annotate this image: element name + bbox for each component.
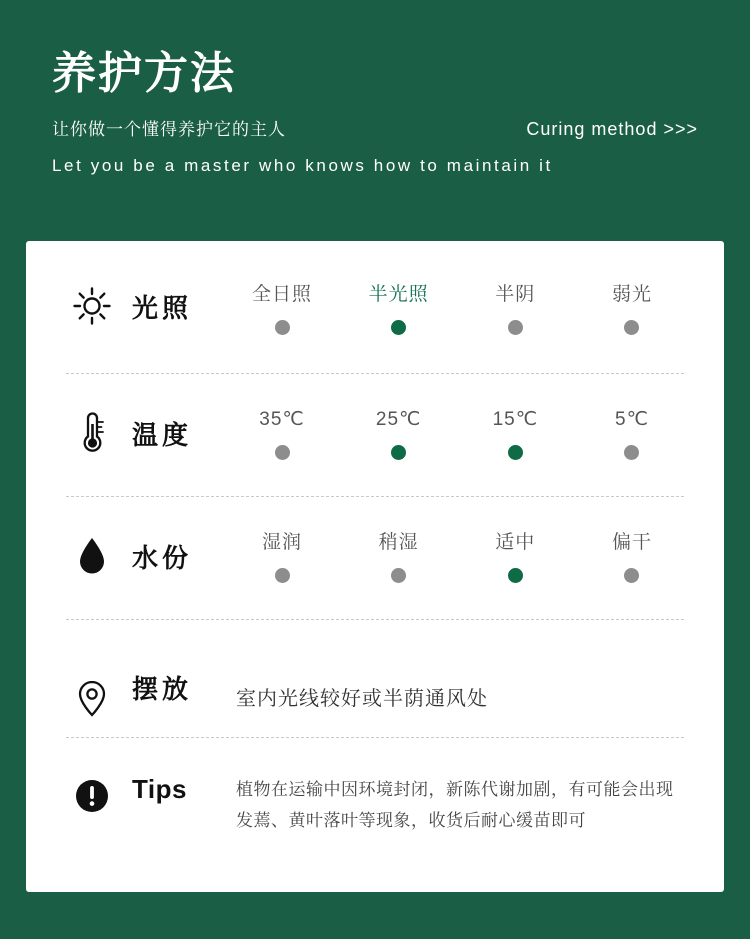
option-water-0-label: 湿润	[261, 532, 302, 553]
option-light-0-dot	[275, 320, 290, 335]
option-light-3-dot	[624, 320, 639, 335]
water-drop-icon	[66, 533, 118, 579]
care-row-placement-title: 摆放	[132, 673, 193, 704]
page-header	[0, 0, 750, 176]
option-temperature-3-label: 5℃	[615, 409, 649, 430]
option-temperature-3[interactable]	[586, 410, 678, 460]
option-light-2-label: 半阴	[495, 284, 536, 305]
care-row-light-title: 光照	[132, 292, 193, 323]
care-row-water-label	[66, 533, 236, 579]
option-temperature-0-dot	[275, 445, 290, 460]
care-row-tips-label	[66, 774, 236, 818]
care-card	[26, 241, 724, 892]
option-temperature-0-label: 35℃	[259, 409, 305, 430]
care-row-temperature-label	[66, 410, 236, 456]
care-row-placement-text: 室内光线较好或半荫通风处	[236, 687, 488, 710]
sun-icon	[66, 285, 118, 327]
option-light-3-label: 弱光	[611, 284, 652, 305]
option-light-2-dot	[508, 320, 523, 335]
care-row-light	[66, 241, 684, 374]
care-row-water	[66, 497, 684, 620]
option-water-2-dot	[508, 568, 523, 583]
option-light-0[interactable]	[236, 285, 328, 335]
option-temperature-1[interactable]	[353, 410, 445, 460]
option-water-3-label: 偏干	[611, 532, 652, 553]
option-water-1[interactable]	[353, 533, 445, 583]
option-temperature-1-dot	[391, 445, 406, 460]
option-water-2-label: 适中	[495, 532, 536, 553]
care-row-tips-text: 植物在运输中因环境封闭，新陈代谢加剧，有可能会出现发蔫、黄叶落叶等现象，收货后耐心缓苗即可	[236, 780, 674, 831]
option-light-1-dot	[391, 320, 406, 335]
header-subtitle-row	[52, 115, 698, 140]
exclamation-icon	[66, 774, 118, 818]
option-temperature-3-dot	[624, 445, 639, 460]
option-temperature-0[interactable]	[236, 410, 328, 460]
care-row-temperature-options	[236, 410, 684, 460]
option-water-3[interactable]	[586, 533, 678, 583]
header-curing-method-label: Curing method >>>	[526, 119, 698, 139]
option-light-3[interactable]	[586, 285, 678, 335]
option-temperature-2-dot	[508, 445, 523, 460]
option-water-2[interactable]	[469, 533, 561, 583]
option-light-1-label: 半光照	[368, 284, 429, 305]
care-row-tips	[66, 738, 684, 878]
care-row-tips-title: Tips	[132, 774, 187, 804]
care-row-placement-label	[66, 673, 236, 722]
option-light-0-label: 全日照	[251, 284, 312, 305]
care-row-placement	[66, 620, 684, 738]
option-water-1-dot	[391, 568, 406, 583]
care-row-temperature	[66, 374, 684, 497]
header-subtitle-cn: 让你做一个懂得养护它的主人	[52, 120, 286, 139]
option-water-3-dot	[624, 568, 639, 583]
option-temperature-1-label: 25℃	[375, 409, 422, 430]
option-light-2[interactable]	[469, 285, 561, 335]
option-water-0-dot	[275, 568, 290, 583]
care-row-temperature-title: 温度	[132, 419, 193, 450]
care-row-light-label	[66, 285, 236, 327]
option-water-1-label: 稍湿	[378, 532, 419, 553]
option-temperature-2[interactable]	[469, 410, 561, 460]
header-tagline-en: Let you be a master who knows how to maintain it	[52, 156, 553, 175]
option-water-0[interactable]	[236, 533, 328, 583]
care-row-water-options	[236, 533, 684, 583]
page-title: 养护方法	[52, 49, 236, 98]
thermometer-icon	[66, 410, 118, 456]
option-light-1[interactable]	[353, 285, 445, 335]
option-temperature-2-label: 15℃	[492, 409, 539, 430]
location-pin-icon	[66, 676, 118, 722]
care-row-water-title: 水份	[132, 542, 193, 573]
care-row-light-options	[236, 285, 684, 335]
